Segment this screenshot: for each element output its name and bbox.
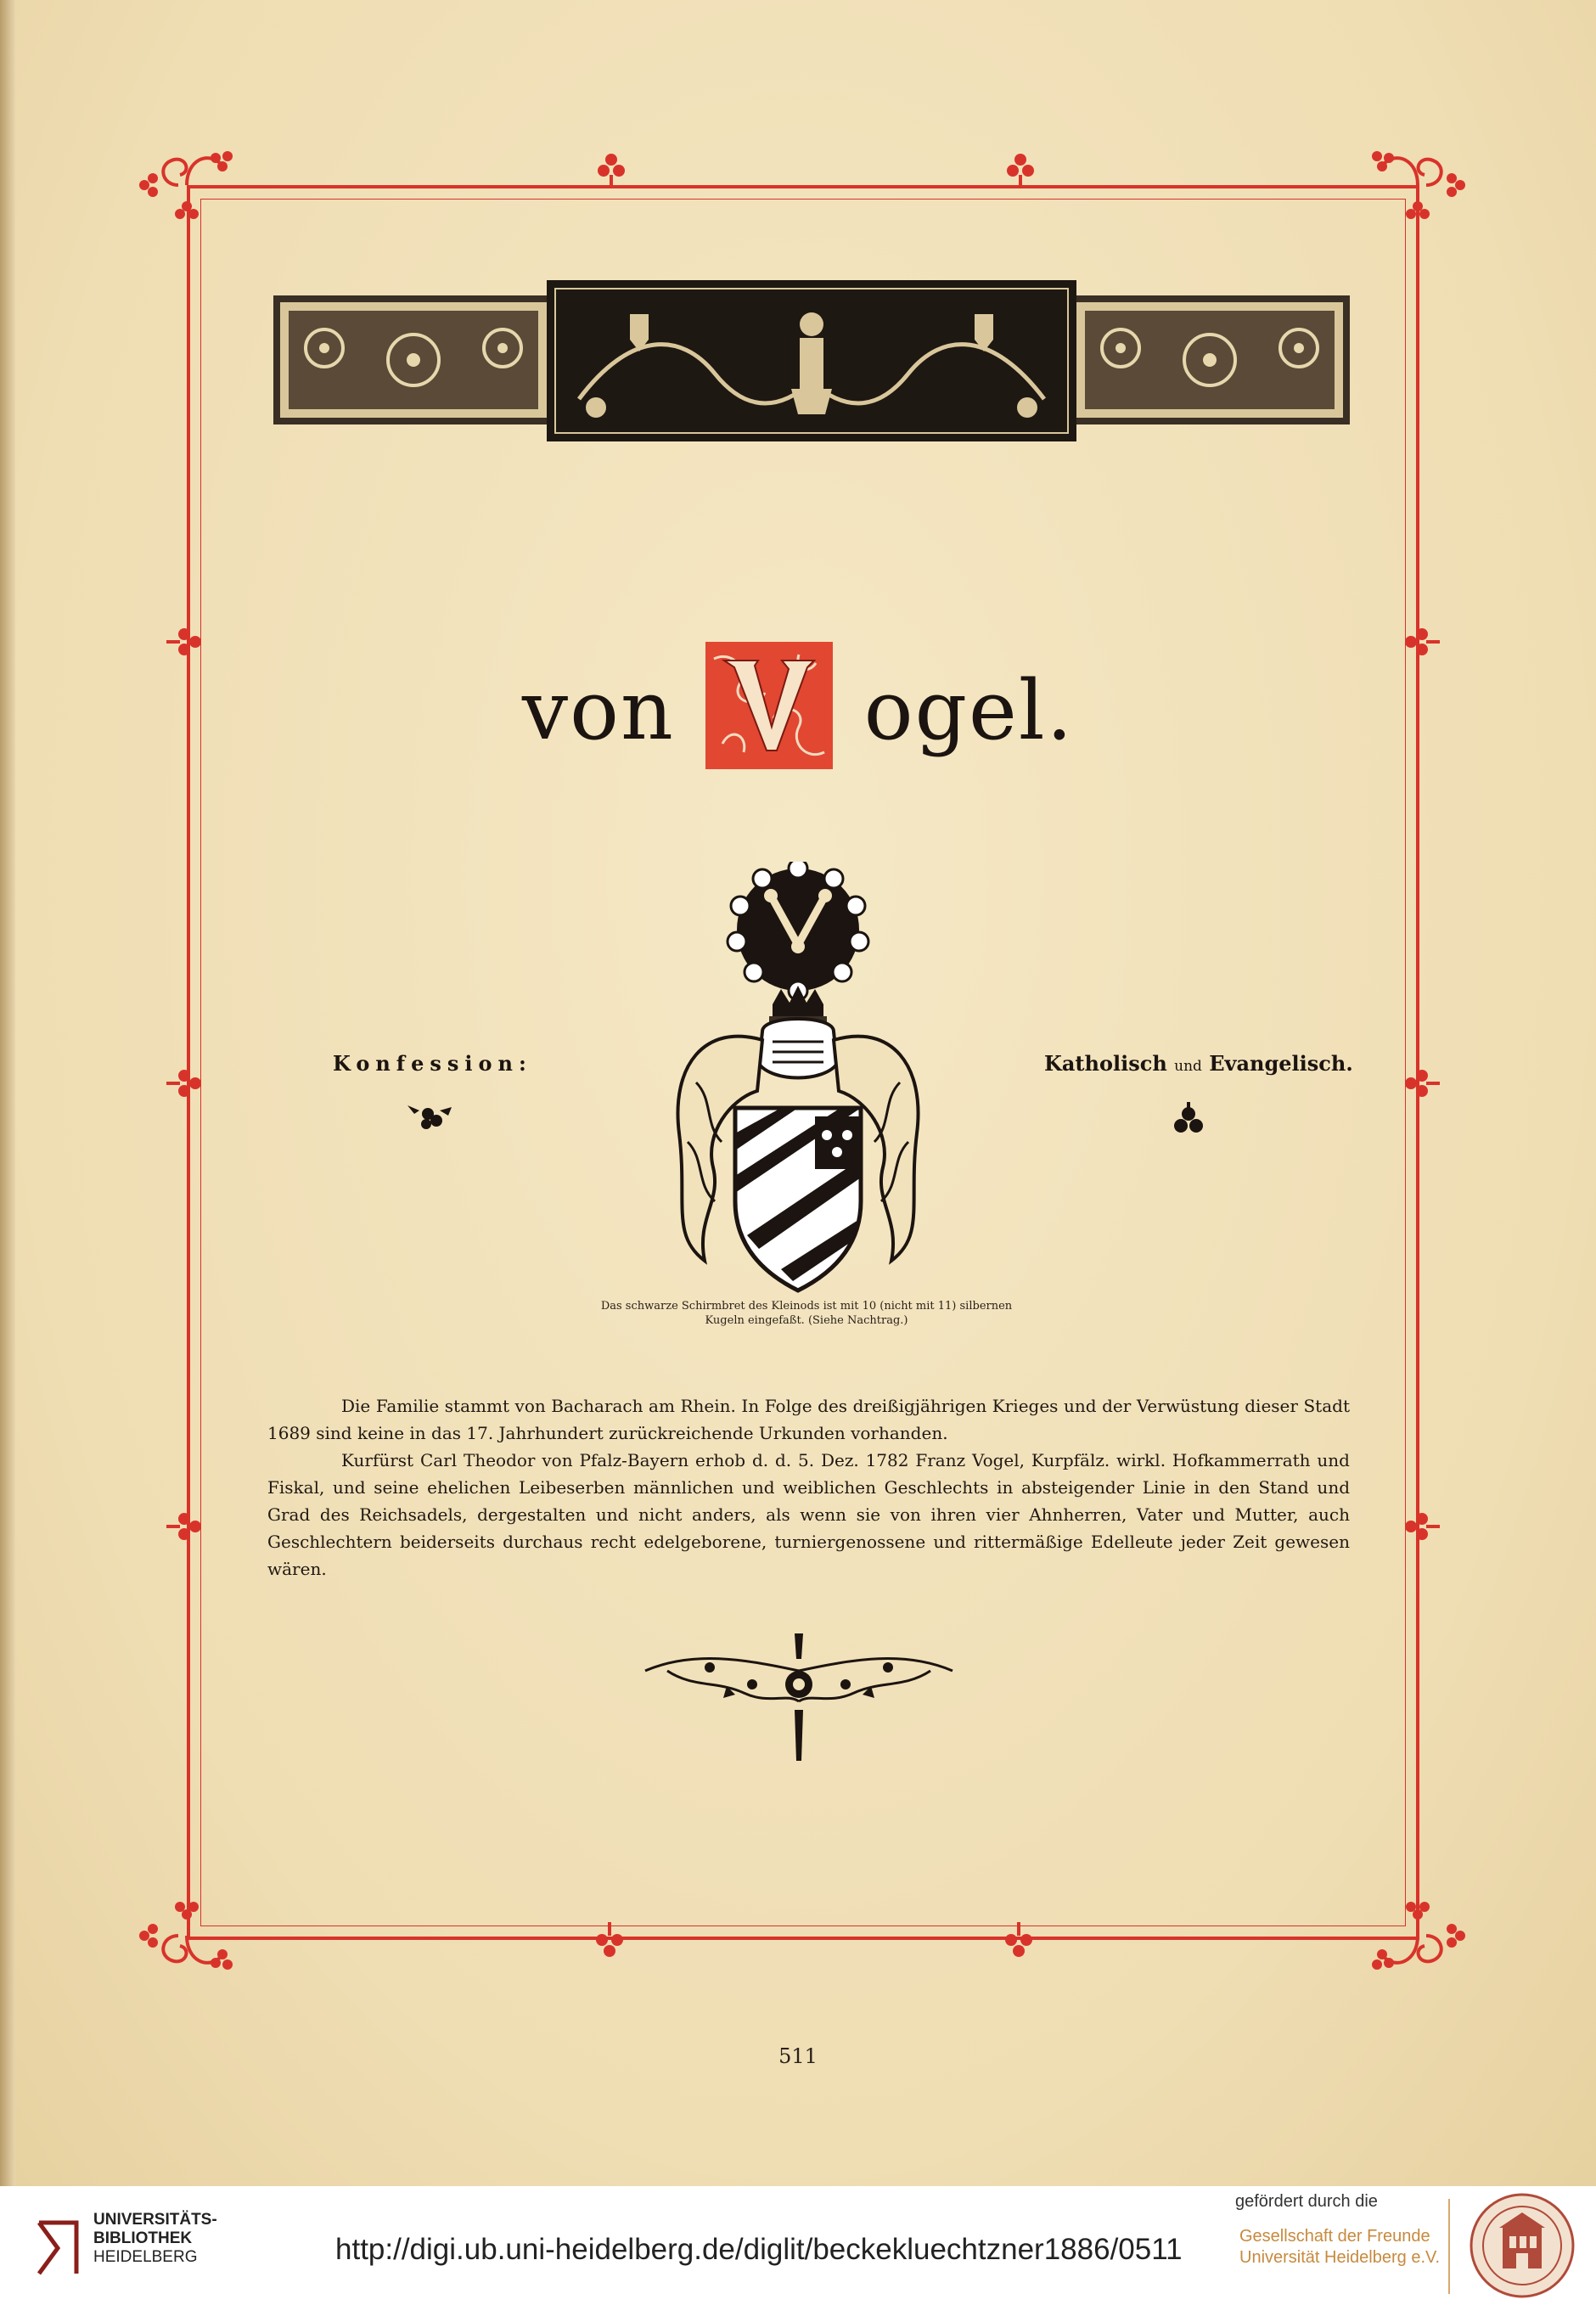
crest-caption: Das schwarze Schirmbret des Kleinods ist mit 10 (nicht mit 11) silbernen Kugeln eingefaßt. (Siehe Nachtrag.)	[600, 1300, 1013, 1327]
title-rest: ogel.	[863, 663, 1075, 758]
page-number: 511	[778, 2044, 818, 2068]
library-name	[93, 2211, 217, 2267]
confession-value-catholic: Katholisch	[1044, 1051, 1167, 1076]
corner-flourish-top-right	[1367, 126, 1477, 219]
illuminated-initial-v	[705, 642, 833, 769]
corner-flourish-bottom-right	[1367, 1902, 1477, 1995]
family-description	[267, 1392, 1350, 1583]
sponsor-label: gefördert durch die	[1235, 2192, 1378, 2211]
library-name-line1: UNIVERSITÄTS-	[93, 2211, 217, 2229]
leaf-ornament-left	[402, 1099, 457, 1136]
confession-value-evangelical: Evangelisch.	[1209, 1051, 1353, 1076]
trefoil-ornament-top-1	[593, 149, 630, 190]
sponsor-name	[1239, 2226, 1440, 2268]
library-name-line3: HEIDELBERG	[93, 2248, 198, 2266]
trefoil-ornament-left-2	[165, 1065, 205, 1102]
paragraph: Kurfürst Carl Theodor von Pfalz-Bayern erhob d. d. 5. Dez. 1782 Franz Vogel, Kurpfälz. wirkl. Hofkammerrath und Fiskal, und seine ehelichen Leibeserben männlichen und weiblichen Geschlechts in absteigender Linie in den Stand und Grad des Reichsadels, dergestalten und nicht anders, als wenn sie von ihren vier Ahnherren, Vater und Mutter, auch Geschlechtern beiderseits durchaus recht edelgeborene, turniergenossene und rittermäßige Edelleute jeder Zeit gewesen wären.	[267, 1450, 1350, 1579]
confession-label: Konfession:	[333, 1051, 532, 1076]
paragraph: Die Familie stammt von Bacharach am Rhein. In Folge des dreißigjährigen Krieges und der Verwüstung dieser Stadt 1689 sind keine in das 17. Jahrhundert zurückreichende Urkunden vorhanden.	[267, 1396, 1350, 1443]
sponsor-name-line2: Universität Heidelberg e.V.	[1239, 2248, 1441, 2267]
corner-flourish-bottom-left	[127, 1902, 238, 1995]
title-prefix: von	[521, 663, 675, 758]
page-spine-shadow	[0, 0, 15, 2186]
family-title	[0, 654, 1596, 781]
corner-flourish-top-left	[127, 126, 238, 219]
trefoil-ornament-bottom-2	[1000, 1920, 1037, 1961]
trefoil-ornament-left-3	[165, 1508, 205, 1545]
coat-of-arms	[654, 862, 942, 1299]
confession-value	[1044, 1051, 1353, 1076]
confession-value-and: und	[1174, 1058, 1202, 1075]
trefoil-ornament-top-2	[1002, 149, 1039, 190]
permalink-url[interactable]: http://digi.ub.uni-heidelberg.de/diglit/beckekluechtzner1886/0511	[335, 2233, 1183, 2266]
library-name-line2: BIBLIOTHEK	[93, 2229, 193, 2247]
trefoil-ornament-black	[1168, 1100, 1209, 1141]
university-seal-icon	[1469, 2192, 1576, 2299]
university-library-logo-icon	[32, 2214, 83, 2279]
ornamental-header-banner	[273, 280, 1350, 441]
trefoil-ornament-bottom-1	[591, 1920, 628, 1961]
trefoil-ornament-right-2	[1401, 1065, 1441, 1102]
sponsor-name-line1: Gesellschaft der Freunde	[1239, 2227, 1430, 2246]
floral-vignette	[642, 1633, 956, 1769]
sponsor-divider	[1448, 2199, 1450, 2294]
trefoil-ornament-right-3	[1401, 1508, 1441, 1545]
